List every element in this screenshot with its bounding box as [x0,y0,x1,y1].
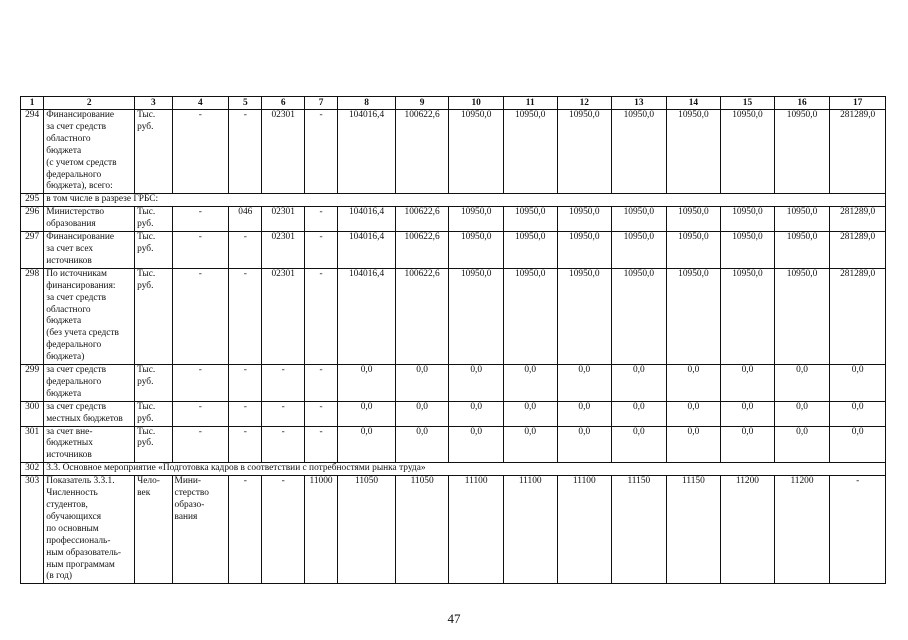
row-number: 299 [21,365,44,402]
col-7: - [304,401,337,426]
value-cell: 0,0 [612,426,667,463]
indicator-name-line: федерального [46,376,102,387]
value-cell: 0,0 [395,426,449,463]
row-number: 300 [21,401,44,426]
row-number: 295 [21,194,44,207]
value-cell: 0,0 [503,426,557,463]
row-number: 301 [21,426,44,463]
value-cell: 11200 [721,476,775,584]
column-header: 7 [304,97,337,110]
responsible-line: Мини- [174,476,202,487]
col-7: - [304,365,337,402]
value-cell: 10950,0 [774,268,830,364]
table-row [21,110,886,194]
value-cell: 0,0 [612,365,667,402]
table-row [21,365,886,402]
indicator-name-line: областного [46,304,91,315]
value-cell: 10950,0 [449,110,504,194]
indicator-name-line: бюджета [46,388,82,399]
indicator-name-line: источников [46,255,92,266]
col-6: - [262,476,304,584]
value-cell: 10950,0 [666,268,721,364]
unit-line: Тыс. [137,426,156,437]
col-5: - [229,268,262,364]
col-5: - [229,401,262,426]
table-row [21,463,886,476]
column-header: 14 [666,97,721,110]
value-cell: 11100 [449,476,504,584]
table-row [21,232,886,269]
col-6: - [262,365,304,402]
value-cell: 10950,0 [774,232,830,269]
value-cell: 0,0 [830,426,886,463]
value-cell: 0,0 [830,365,886,402]
col-4: - [172,268,229,364]
column-header: 11 [503,97,557,110]
indicator-name-line: областного [46,133,91,144]
value-cell: 10950,0 [721,110,775,194]
table-row [21,476,886,584]
section-heading: в том числе в разрезе ГРБС: [44,194,886,207]
value-cell: 281289,0 [830,268,886,364]
col-6: - [262,426,304,463]
indicator-name-line: федерального [46,169,102,180]
value-cell: 0,0 [395,401,449,426]
column-header: 2 [44,97,135,110]
unit-line: век [137,488,151,499]
value-cell: 100622,6 [395,207,449,232]
indicator-name-line: за счет всех [46,243,94,254]
column-header: 9 [395,97,449,110]
unit [135,207,172,232]
indicator-name [44,365,135,402]
unit-line: Тыс. [137,110,156,120]
value-cell: 0,0 [721,426,775,463]
indicator-name-line: По источникам [46,268,107,279]
unit-line: Тыс. [137,268,156,279]
value-cell: 0,0 [338,365,396,402]
column-header: 6 [262,97,304,110]
indicator-name-line: Финансирование [46,232,115,243]
value-cell: 10950,0 [557,232,612,269]
col-5: - [229,426,262,463]
indicator-name-line: (с учетом средств [46,157,117,168]
value-cell: 10950,0 [503,232,557,269]
unit-line: руб. [137,219,154,230]
col-7: - [304,268,337,364]
page-number: 47 [447,611,461,626]
header-row [21,97,886,110]
col-6: 02301 [262,268,304,364]
value-cell: 100622,6 [395,232,449,269]
row-number: 294 [21,110,44,194]
value-cell: 10950,0 [557,207,612,232]
value-cell: 0,0 [666,401,721,426]
value-cell: 0,0 [338,426,396,463]
col-5: - [229,232,262,269]
indicator-name-line: ным образователь- [46,547,122,558]
indicator-name-line: студентов, [46,500,88,510]
value-cell: 10950,0 [449,268,504,364]
indicator-name-line: за счет средств [46,401,107,412]
column-header: 3 [135,97,172,110]
value-cell: 100622,6 [395,268,449,364]
table-row [21,194,886,207]
row-number: 296 [21,207,44,232]
value-cell: 10950,0 [612,207,667,232]
value-cell: 0,0 [449,401,504,426]
table-row [21,401,886,426]
value-cell: 0,0 [503,401,557,426]
indicator-name-line: за счет средств [46,121,107,132]
col-6: 02301 [262,232,304,269]
unit-line: Тыс. [137,232,156,243]
value-cell: 281289,0 [830,110,886,194]
unit-line: руб. [137,243,154,254]
value-cell: 0,0 [830,401,886,426]
indicator-name-line: Финансирование [46,110,115,120]
unit-line: руб. [137,438,154,449]
indicator-name-line: бюджета [46,145,82,156]
value-cell: 0,0 [774,401,830,426]
value-cell: 10950,0 [612,268,667,364]
value-cell: 11150 [666,476,721,584]
indicator-name-line: за счет средств [46,292,107,303]
column-header: 10 [449,97,504,110]
value-cell: 104016,4 [338,110,396,194]
unit-line: Чело- [137,476,160,487]
value-cell: 0,0 [666,365,721,402]
value-cell: 0,0 [395,365,449,402]
value-cell: 10950,0 [557,268,612,364]
value-cell: 11200 [774,476,830,584]
indicator-name [44,268,135,364]
col-5: - [229,476,262,584]
value-cell: 100622,6 [395,110,449,194]
indicator-name-line: за счет вне- [46,426,93,437]
column-header: 5 [229,97,262,110]
column-header: 16 [774,97,830,110]
indicator-name-line: обучающихся [46,511,102,522]
value-cell: 10950,0 [774,207,830,232]
col-7: 11000 [304,476,337,584]
value-cell: 281289,0 [830,207,886,232]
indicator-name [44,426,135,463]
col-4: - [172,110,229,194]
col-5: - [229,110,262,194]
col-5: 046 [229,207,262,232]
indicator-name-line: ным программам [46,559,115,570]
row-number: 303 [21,476,44,584]
table-row [21,207,886,232]
indicator-name-line: финансирования: [46,280,116,291]
value-cell: 10950,0 [666,207,721,232]
indicator-name-line: профессиональ- [46,535,111,546]
value-cell: 104016,4 [338,207,396,232]
value-cell: 281289,0 [830,232,886,269]
unit [135,401,172,426]
indicator-name-line: за счет средств [46,365,107,376]
unit [135,110,172,194]
indicator-name [44,110,135,194]
value-cell: 10950,0 [721,232,775,269]
unit-line: руб. [137,376,154,387]
value-cell: 0,0 [557,401,612,426]
unit [135,232,172,269]
unit-line: Тыс. [137,401,156,412]
col-6: 02301 [262,110,304,194]
value-cell: 0,0 [557,426,612,463]
col-4: - [172,401,229,426]
value-cell: 10950,0 [449,207,504,232]
column-header: 15 [721,97,775,110]
unit [135,426,172,463]
indicator-name-line: источников [46,450,92,461]
indicator-name-line: Министерство [46,207,105,218]
column-header: 13 [612,97,667,110]
col-7: - [304,207,337,232]
table-row [21,426,886,463]
value-cell: 10950,0 [503,268,557,364]
indicator-name [44,401,135,426]
value-cell: 104016,4 [338,268,396,364]
value-cell: 10950,0 [721,268,775,364]
value-cell: 10950,0 [612,110,667,194]
unit-line: руб. [137,280,154,291]
column-header: 17 [830,97,886,110]
column-header: 1 [21,97,44,110]
value-cell: 0,0 [721,401,775,426]
col-4: - [172,207,229,232]
indicator-name [44,476,135,584]
value-cell: 10950,0 [721,207,775,232]
table-body [21,97,886,584]
value-cell: 104016,4 [338,232,396,269]
unit-line: руб. [137,121,154,132]
value-cell: 10950,0 [666,110,721,194]
col-4: - [172,426,229,463]
indicator-name-line: бюджета [46,316,82,327]
row-number: 298 [21,268,44,364]
responsible-line: стерство [174,488,209,499]
responsible [172,476,229,584]
unit [135,268,172,364]
value-cell: 10950,0 [612,232,667,269]
unit-line: Тыс. [137,207,156,218]
indicator-name-line: (в год) [46,571,73,582]
indicator-name-line: бюджета), всего: [46,181,113,192]
unit [135,476,172,584]
unit [135,365,172,402]
indicator-name-line: бюджетных [46,438,93,449]
unit-line: Тыс. [137,365,156,376]
column-header: 12 [557,97,612,110]
value-cell: 10950,0 [503,207,557,232]
value-cell: 11050 [395,476,449,584]
indicator-name-line: (без учета средств [46,328,119,339]
col-7: - [304,426,337,463]
value-cell: 0,0 [774,365,830,402]
value-cell: 10950,0 [503,110,557,194]
indicator-name-line: федерального [46,340,102,351]
value-cell: 0,0 [557,365,612,402]
row-number: 302 [21,463,44,476]
column-header: 4 [172,97,229,110]
responsible-line: вания [174,511,198,522]
indicator-name-line: местных бюджетов [46,413,123,424]
value-cell: 0,0 [666,426,721,463]
responsible-line: образо- [174,500,205,510]
indicator-name-line: бюджета) [46,352,85,363]
col-5: - [229,365,262,402]
value-cell: 0,0 [612,401,667,426]
table-row [21,268,886,364]
value-cell: - [830,476,886,584]
column-header: 8 [338,97,396,110]
value-cell: 0,0 [503,365,557,402]
value-cell: 11050 [338,476,396,584]
unit-line: руб. [137,413,154,424]
value-cell: 10950,0 [774,110,830,194]
value-cell: 11100 [503,476,557,584]
budget-table [20,96,886,584]
col-6: - [262,401,304,426]
indicator-name [44,207,135,232]
indicator-name-line: образования [46,219,96,230]
indicator-name-line: по основным [46,523,99,534]
value-cell: 0,0 [449,426,504,463]
value-cell: 10950,0 [557,110,612,194]
value-cell: 10950,0 [666,232,721,269]
value-cell: 0,0 [774,426,830,463]
col-4: - [172,365,229,402]
indicator-name-line: Показатель 3.3.1. [46,476,115,487]
value-cell: 0,0 [338,401,396,426]
col-6: 02301 [262,207,304,232]
col-7: - [304,110,337,194]
indicator-name [44,232,135,269]
col-4: - [172,232,229,269]
value-cell: 11100 [557,476,612,584]
col-7: - [304,232,337,269]
row-number: 297 [21,232,44,269]
value-cell: 10950,0 [449,232,504,269]
value-cell: 0,0 [721,365,775,402]
value-cell: 0,0 [449,365,504,402]
value-cell: 11150 [612,476,667,584]
section-heading: 3.3. Основное мероприятие «Подготовка кадров в соответствии с потребностями рынка труда» [44,463,886,476]
indicator-name-line: Численность [46,488,98,499]
